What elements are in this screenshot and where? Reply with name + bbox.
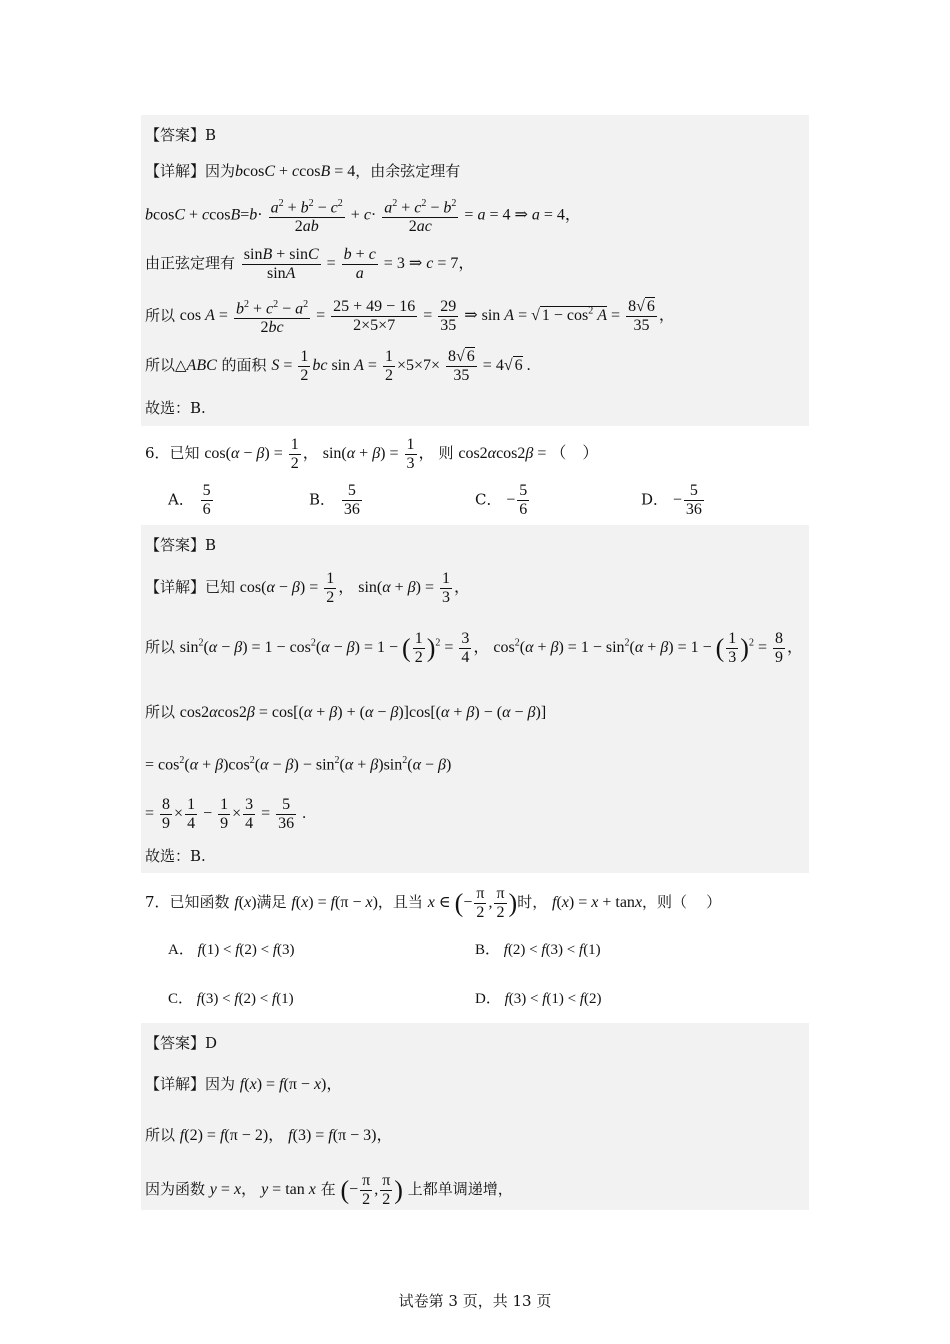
- q6-squares: 所以 $\sin^2(\alpha - \beta) = 1 - \cos^2(\alpha - \beta) = 1$ − ( $\frac{1}{2}$ )$^2$ = $\frac{3}{4}$ ， $\cos^2(\alpha + \beta) = 1 - \sin^2(\alpha + \beta) = 1$ − ( $\frac{1}{3}$ )$^2$ = $\frac{8}{9}$ ，: [145, 630, 804, 666]
- q7-option-a[interactable]: A． f(1) < f(2) < f(3): [168, 942, 295, 958]
- q6-expand: = $\cos^2(\alpha + \beta)\cos^2(\alpha - \beta) - \sin^2(\alpha + \beta)\sin^2(\alpha - \beta)$: [145, 755, 452, 774]
- q5-answer: 【答案】B: [145, 126, 217, 144]
- q6-product: 所以 cos2αcos2β = cos[(α + β) + (α − β)]cos[(α + β) − (α − β)]: [145, 703, 547, 721]
- q6-option-b[interactable]: B． $\frac{5}{36}$: [309, 482, 360, 518]
- q5-detail: 【详解】因为bcosC + ccosB = 4，由余弦定理有: [145, 162, 461, 180]
- q7-option-b[interactable]: B． f(2) < f(3) < f(1): [475, 942, 601, 958]
- q6-stem: 6．已知 cos(α − β) = $\frac{1}{2}$ ， sin(α + β) = $\frac{1}{3}$ ， 则 cos2αcos2β = （ ）: [145, 436, 599, 472]
- q7-option-d[interactable]: D． f(3) < f(1) < f(2): [475, 991, 602, 1007]
- q7-stem: 7．已知函数 f(x)满足 f(x) = f(π − x)，且当 x ∈ (− $\frac{\pi}{2}$ , $\frac{\pi}{2}$ )时， f(x) = x + tanx，则（ ）: [145, 885, 722, 921]
- q7-detail: 【详解】因为 f(x) = f(π − x)，: [145, 1075, 343, 1093]
- q5-sine-law: 由正弦定理有 $\frac{\sin B + \sin C}{\sin A}$ = $\frac{b + c}{a}$ = 3 ⇒ c = 7，: [145, 246, 475, 282]
- q6-result: = $\frac{8}{9}$ × $\frac{1}{4}$ − $\frac{1}{9}$ × $\frac{3}{4}$ = $\frac{5}{36}$ .: [145, 796, 307, 832]
- q6-answer: 【答案】B: [145, 536, 217, 554]
- q6-conclusion: 故选：B.: [145, 847, 206, 865]
- q7-monotonic: 因为函数 y = x， y = tan x 在 (− $\frac{\pi}{2}$ , $\frac{\pi}{2}$ ) 上都单调递增，: [145, 1172, 513, 1208]
- q5-cosine-law: bcosC + ccosB=b· $\frac{a^2 + b^2 - c^2}{2ab}$ + c· $\frac{a^2 + c^2 - b^2}{2ac}$ = a = 4 ⇒ a = 4，: [145, 195, 581, 236]
- q6-option-a[interactable]: A． $\frac{5}{6}$: [168, 482, 211, 518]
- q5-area: 所以△ABC 的面积 S = $\frac{1}{2}$ bc sin A = $\frac{1}{2}$ ×5×7× $\frac{8√ 6}{35}$ = 4√ 6 .: [145, 348, 531, 384]
- q6-option-d[interactable]: D． − $\frac{5}{36}$: [641, 482, 702, 518]
- q7-option-c[interactable]: C． f(3) < f(2) < f(1): [168, 991, 294, 1007]
- page-footer: 试卷第 3 页，共 13 页: [398, 1292, 552, 1310]
- q7-values: 所以 f(2) = f(π − 2)， f(3) = f(π − 3)，: [145, 1126, 393, 1144]
- q6-detail: 【详解】已知 cos(α − β) = $\frac{1}{2}$ ， sin(α + β) = $\frac{1}{3}$ ，: [145, 570, 471, 606]
- q5-cos-a: 所以 cos A = $\frac{b^2 + c^2 - a^2}{2bc}$ = $\frac{25 + 49 - 16}{2\times 5\times 7}$ = $\frac{29}{35}$ ⇒ sin A = √ $1 - \cos^2 A$ = $\frac{8√ 6}{35}$ ，: [145, 296, 675, 337]
- q7-answer: 【答案】D: [145, 1034, 218, 1052]
- q6-option-c[interactable]: C． − $\frac{5}{6}$: [475, 482, 528, 518]
- q5-conclusion: 故选：B.: [145, 399, 206, 417]
